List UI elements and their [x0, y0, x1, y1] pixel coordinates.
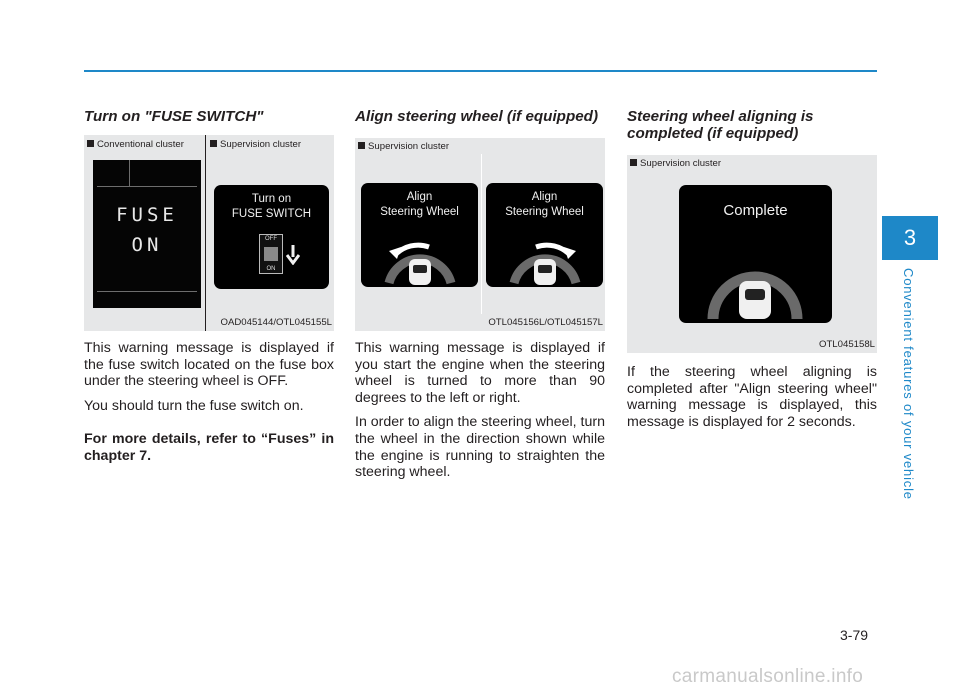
supervision-screen-complete	[679, 185, 832, 323]
fuse-switch-graphic	[259, 234, 283, 274]
supervision-screen-fuse	[214, 185, 329, 289]
conventional-lcd	[93, 160, 201, 308]
supervision-screen-align-right	[486, 183, 603, 287]
caption-conventional: Conventional cluster	[87, 139, 184, 150]
caption-supervision: Supervision cluster	[210, 139, 301, 150]
watermark: carmanualsonline.info	[672, 666, 864, 687]
paragraph: In order to align the steering wheel, turn the wheel in the direction shown while the engine is running to straighten the steering wheel.	[355, 414, 606, 481]
header-rule	[84, 70, 877, 72]
switch-label-on: ON	[266, 266, 276, 272]
chapter-tab: 3	[882, 216, 938, 260]
heading-align-steering: Align steering wheel (if equipped)	[355, 108, 599, 125]
paragraph-reference: For more details, refer to “Fuses” in chapter 7.	[84, 431, 334, 464]
image-code: OTL045158L	[818, 339, 875, 350]
caption-supervision: Supervision cluster	[358, 141, 449, 152]
paragraph: You should turn the fuse switch on.	[84, 397, 304, 414]
screen-text-steering-wheel: Steering Wheel	[380, 206, 459, 218]
screen-text-steering-wheel: Steering Wheel	[505, 206, 584, 218]
figure-steering-complete	[627, 155, 877, 353]
switch-label-off: OFF	[265, 236, 277, 242]
supervision-screen-align-left	[361, 183, 478, 287]
steering-align-left-icon	[361, 225, 478, 287]
section-steering-complete	[627, 108, 877, 430]
section-align-steering	[355, 108, 605, 481]
screen-text-complete: Complete	[723, 202, 788, 219]
lcd-text-on: ON	[131, 234, 163, 256]
screen-text-fuse-switch: FUSE SWITCH	[231, 208, 312, 220]
screen-text-turn-on: Turn on	[251, 193, 292, 205]
image-code: OTL045156L/OTL045157L	[488, 317, 603, 328]
paragraph: This warning message is displayed if the fuse switch located on the fuse box under the steering wheel is OFF.	[84, 340, 334, 390]
figure-divider	[205, 135, 206, 331]
heading-steering-complete: Steering wheel aligning is completed (if equipped)	[627, 108, 814, 142]
steering-complete-icon	[679, 241, 832, 321]
paragraph: If the steering wheel aligning is completed after "Align steering wheel" warning message is displayed, this message is displayed for 2 seconds.	[627, 364, 877, 430]
heading-fuse-switch: Turn on "FUSE SWITCH"	[84, 108, 264, 125]
figure-align-steering	[355, 138, 605, 331]
screen-text-align: Align	[406, 191, 433, 203]
image-code: OAD045144/OTL045155L	[220, 317, 332, 328]
figure-fuse-switch	[84, 135, 334, 331]
page-number: 3-79	[840, 627, 869, 643]
paragraph: This warning message is displayed if you start the engine when the steering wheel is turned to more than 90 degrees to the left or right.	[355, 340, 605, 406]
arrow-down-icon	[286, 245, 300, 265]
caption-supervision: Supervision cluster	[630, 158, 721, 169]
lcd-text-fuse: FUSE	[116, 204, 178, 226]
figure-divider	[481, 154, 482, 314]
steering-align-right-icon	[486, 225, 603, 287]
screen-text-align: Align	[531, 191, 558, 203]
section-fuse-switch	[84, 108, 334, 465]
